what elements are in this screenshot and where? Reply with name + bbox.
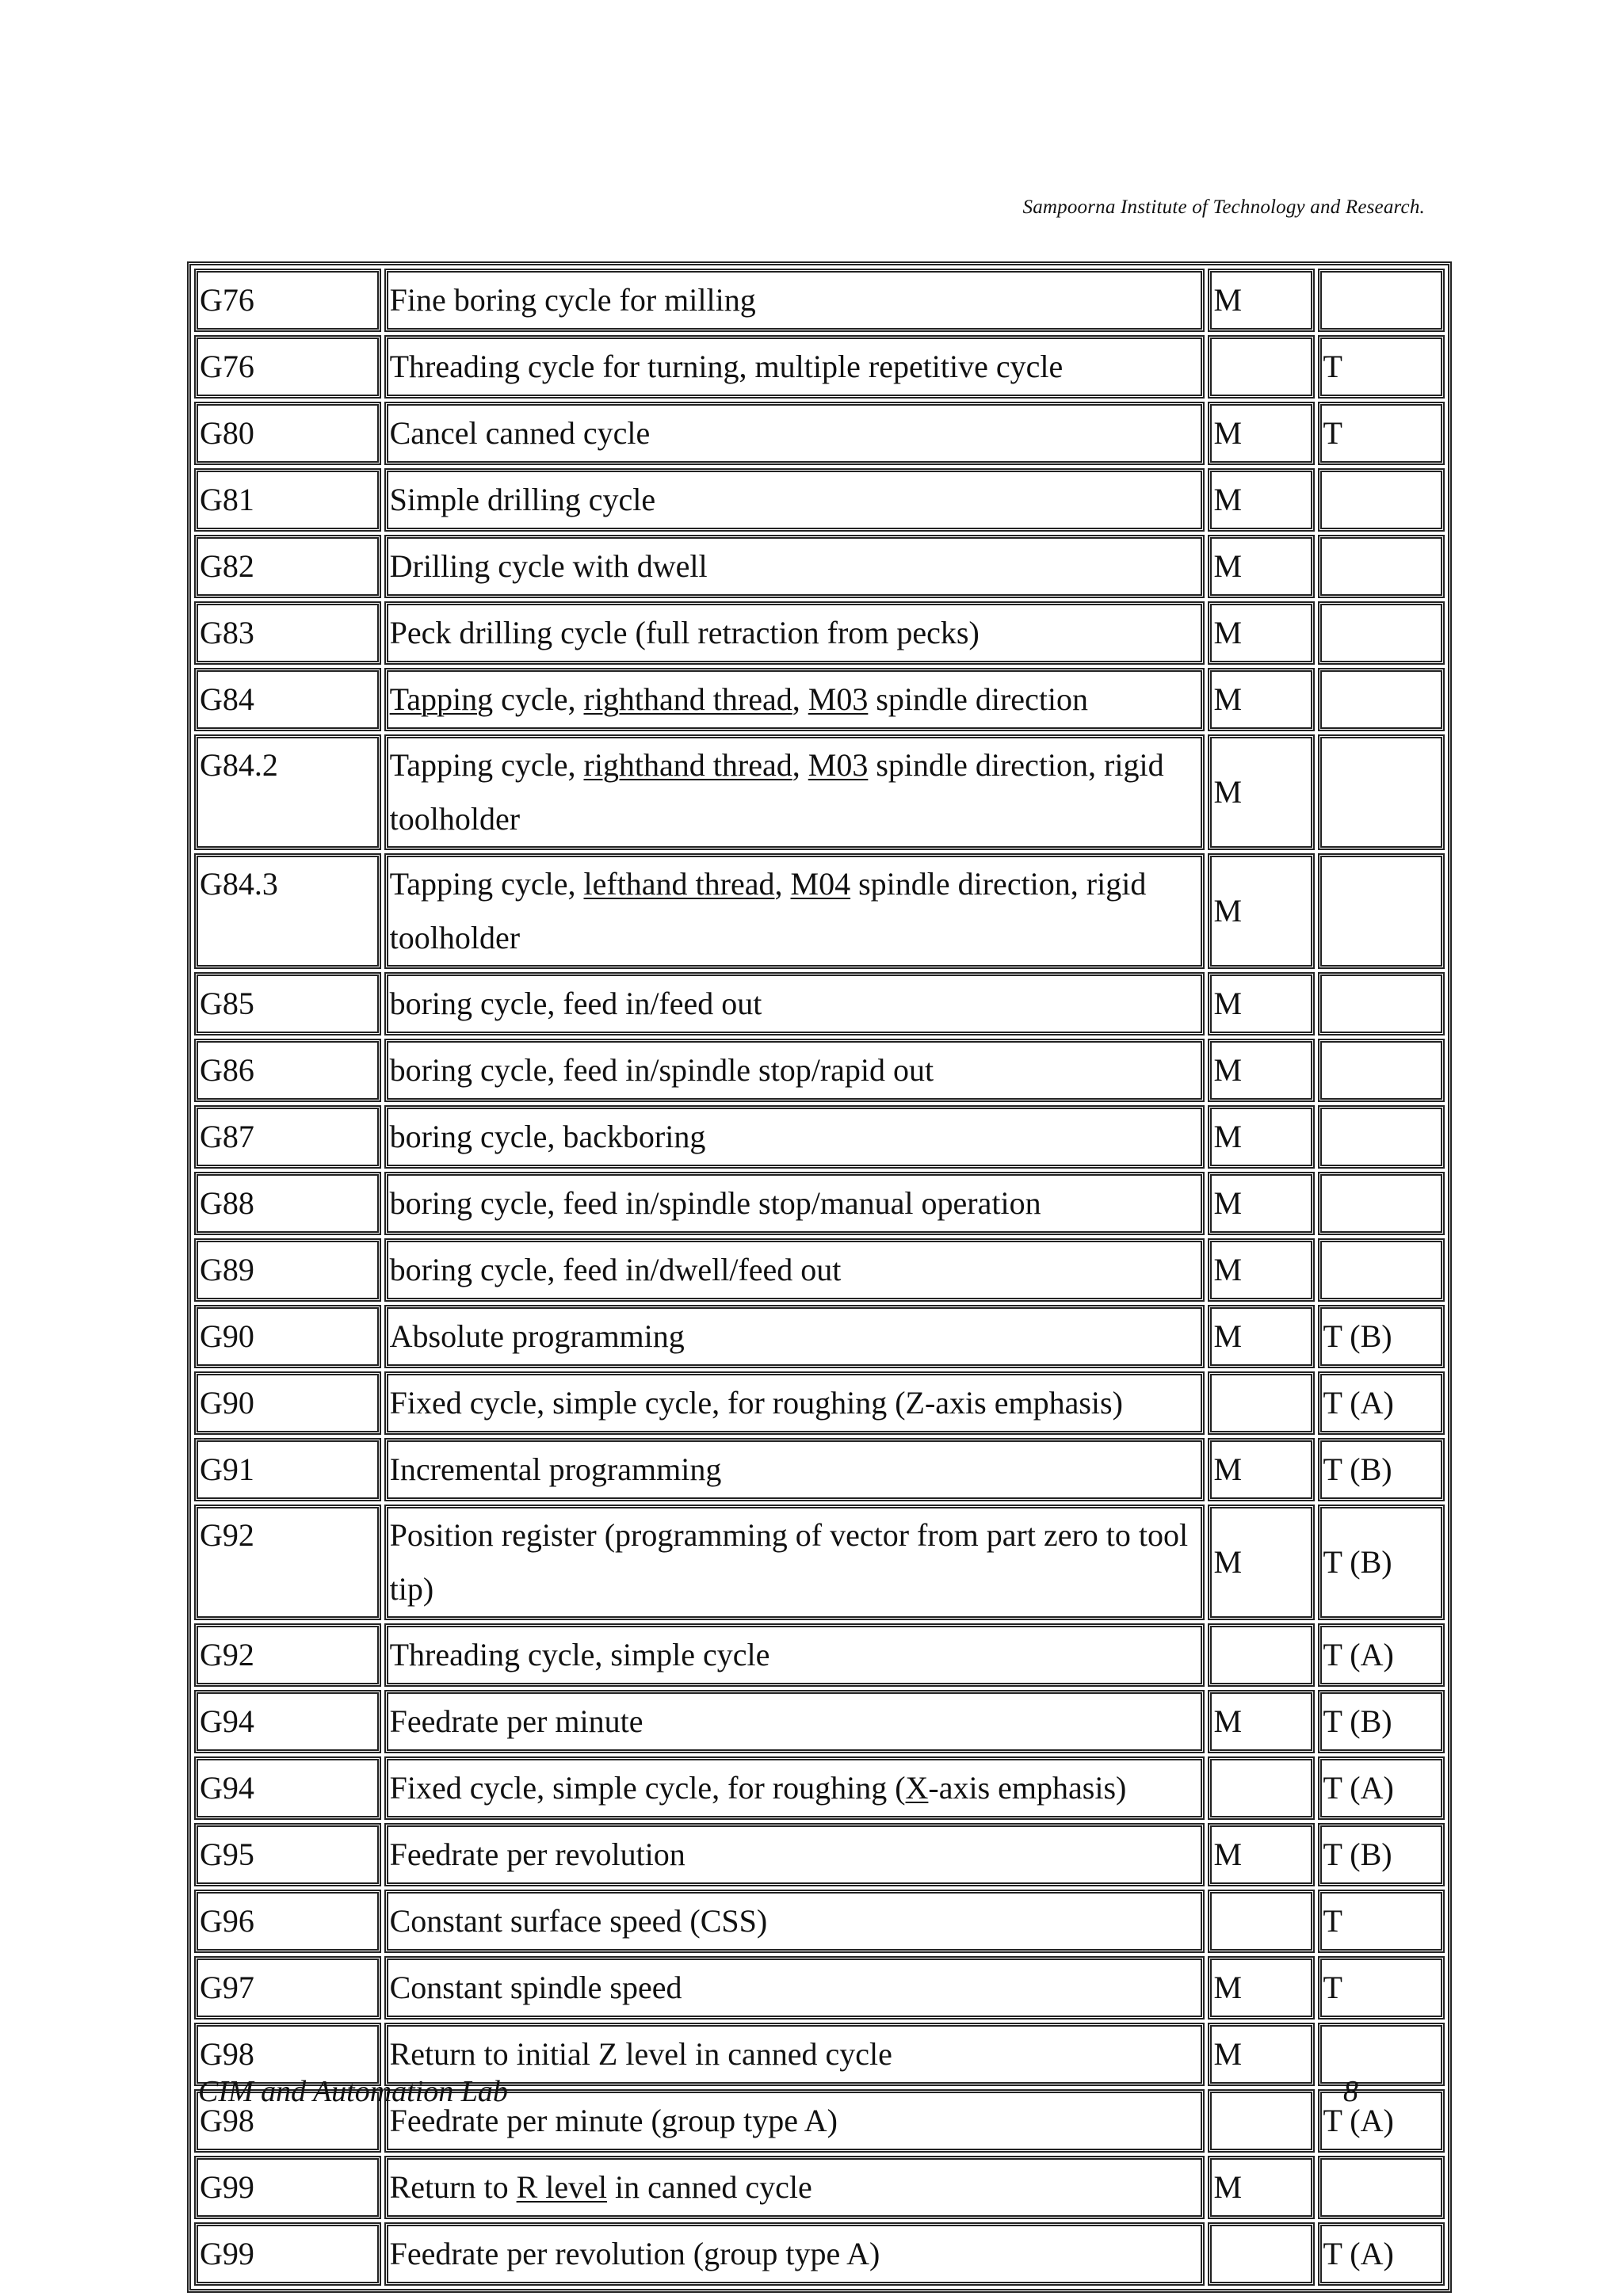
description-link[interactable]: righthand thread bbox=[583, 747, 792, 783]
description-text: Fixed cycle, simple cycle, for roughing (Z-axis emphasis) bbox=[389, 1385, 1123, 1421]
description-text: Tapping cycle, bbox=[389, 866, 584, 902]
gcode-cell: G81 bbox=[194, 468, 381, 532]
milling-cell bbox=[1208, 1371, 1314, 1435]
turning-cell: T bbox=[1318, 1956, 1445, 2019]
turning-cell: T (A) bbox=[1318, 1371, 1445, 1435]
description-cell bbox=[384, 1623, 1205, 1687]
gcode-cell: G86 bbox=[194, 1039, 381, 1102]
gcode-cell: G83 bbox=[194, 601, 381, 665]
milling-cell: M bbox=[1208, 601, 1314, 665]
description-cell bbox=[384, 1890, 1205, 1953]
description-link[interactable]: R level bbox=[516, 2169, 608, 2205]
description-cell bbox=[384, 1238, 1205, 1302]
turning-cell bbox=[1318, 1172, 1445, 1235]
gcode-cell: G94 bbox=[194, 1690, 381, 1753]
description-cell bbox=[384, 1172, 1205, 1235]
table-row bbox=[194, 734, 1445, 850]
description-cell bbox=[384, 668, 1205, 731]
description-cell bbox=[384, 1823, 1205, 1886]
gcode-cell: G80 bbox=[194, 402, 381, 465]
description-text: spindle direction, rigid toolholder bbox=[389, 866, 1147, 955]
description-text: cycle, bbox=[493, 681, 584, 717]
turning-cell bbox=[1318, 1039, 1445, 1102]
milling-cell bbox=[1208, 1623, 1314, 1687]
description-text: Feedrate per revolution bbox=[389, 1836, 685, 1872]
description-text: Peck drilling cycle (full retraction from pecks) bbox=[389, 615, 980, 650]
gcode-cell: G82 bbox=[194, 535, 381, 598]
table-row bbox=[194, 2156, 1445, 2219]
gcode-cell: G91 bbox=[194, 1438, 381, 1501]
gcode-cell: G92 bbox=[194, 1505, 381, 1620]
turning-cell: T (B) bbox=[1318, 1690, 1445, 1753]
milling-cell bbox=[1208, 2222, 1314, 2286]
description-text: boring cycle, feed in/feed out bbox=[389, 986, 762, 1021]
gcode-cell: G98 bbox=[194, 2089, 381, 2153]
description-text: Simple drilling cycle bbox=[389, 482, 656, 517]
gcode-cell: G76 bbox=[194, 269, 381, 332]
table-row bbox=[194, 1172, 1445, 1235]
description-cell bbox=[384, 1039, 1205, 1102]
turning-cell: T (B) bbox=[1318, 1305, 1445, 1368]
milling-cell: M bbox=[1208, 668, 1314, 731]
table-row bbox=[194, 853, 1445, 969]
description-cell bbox=[384, 1305, 1205, 1368]
description-link[interactable]: lefthand thread bbox=[583, 866, 775, 902]
description-text: in canned cycle bbox=[607, 2169, 812, 2205]
table-row bbox=[194, 1956, 1445, 2019]
turning-cell: T (B) bbox=[1318, 1438, 1445, 1501]
footer-lab-name: CIM and Automation Lab bbox=[198, 2075, 508, 2108]
turning-cell: T (A) bbox=[1318, 2089, 1445, 2153]
table-row bbox=[194, 402, 1445, 465]
table-row bbox=[194, 1305, 1445, 1368]
description-text: -axis emphasis) bbox=[928, 1770, 1127, 1806]
milling-cell: M bbox=[1208, 1238, 1314, 1302]
turning-cell bbox=[1318, 668, 1445, 731]
description-cell bbox=[384, 269, 1205, 332]
description-link[interactable]: M03 bbox=[808, 681, 869, 717]
description-text: Threading cycle, simple cycle bbox=[389, 1637, 770, 1672]
description-text: boring cycle, feed in/spindle stop/rapid out bbox=[389, 1052, 934, 1088]
table-row bbox=[194, 468, 1445, 532]
table-row bbox=[194, 335, 1445, 399]
table-row bbox=[194, 1823, 1445, 1886]
turning-cell bbox=[1318, 2156, 1445, 2219]
description-cell bbox=[384, 972, 1205, 1035]
turning-cell bbox=[1318, 972, 1445, 1035]
milling-cell: M bbox=[1208, 535, 1314, 598]
description-cell bbox=[384, 335, 1205, 399]
gcode-cell: G84.2 bbox=[194, 734, 381, 850]
gcode-cell: G99 bbox=[194, 2222, 381, 2286]
table-row bbox=[194, 972, 1445, 1035]
description-cell bbox=[384, 2156, 1205, 2219]
turning-cell bbox=[1318, 269, 1445, 332]
turning-cell: T (B) bbox=[1318, 1505, 1445, 1620]
description-text: Constant surface speed (CSS) bbox=[389, 1903, 768, 1939]
gcode-cell: G89 bbox=[194, 1238, 381, 1302]
turning-cell: T bbox=[1318, 402, 1445, 465]
description-text: Feedrate per minute bbox=[389, 1703, 643, 1739]
description-cell bbox=[384, 734, 1205, 850]
description-text: Absolute programming bbox=[389, 1318, 685, 1354]
description-cell bbox=[384, 1438, 1205, 1501]
description-text: boring cycle, feed in/spindle stop/manual operation bbox=[389, 1185, 1041, 1221]
table-row bbox=[194, 535, 1445, 598]
gcode-cell: G90 bbox=[194, 1305, 381, 1368]
gcode-cell: G85 bbox=[194, 972, 381, 1035]
description-text: Fixed cycle, simple cycle, for roughing ( bbox=[389, 1770, 906, 1806]
description-text: , bbox=[774, 866, 791, 902]
table-row bbox=[194, 601, 1445, 665]
description-text: Return to bbox=[389, 2169, 517, 2205]
milling-cell: M bbox=[1208, 2023, 1314, 2086]
description-text: , bbox=[792, 681, 808, 717]
milling-cell bbox=[1208, 2089, 1314, 2153]
description-cell bbox=[384, 853, 1205, 969]
table-row bbox=[194, 1039, 1445, 1102]
gcode-cell: G94 bbox=[194, 1756, 381, 1820]
description-text: Tapping cycle, bbox=[389, 747, 584, 783]
description-text: Constant spindle speed bbox=[389, 1970, 682, 2005]
milling-cell: M bbox=[1208, 1956, 1314, 2019]
page-header: Sampoorna Institute of Technology and Research. bbox=[1022, 196, 1425, 218]
turning-cell: T (A) bbox=[1318, 1756, 1445, 1820]
milling-cell: M bbox=[1208, 269, 1314, 332]
turning-cell bbox=[1318, 535, 1445, 598]
milling-cell bbox=[1208, 335, 1314, 399]
gcode-cell: G87 bbox=[194, 1105, 381, 1169]
turning-cell bbox=[1318, 2023, 1445, 2086]
description-text: Return to initial Z level in canned cycle bbox=[389, 2036, 892, 2072]
turning-cell: T (A) bbox=[1318, 2222, 1445, 2286]
table-row bbox=[194, 269, 1445, 332]
table-row bbox=[194, 1505, 1445, 1620]
gcode-table bbox=[187, 261, 1452, 2293]
description-text: Threading cycle for turning, multiple repetitive cycle bbox=[389, 349, 1064, 384]
milling-cell: M bbox=[1208, 1105, 1314, 1169]
table-row bbox=[194, 1690, 1445, 1753]
milling-cell: M bbox=[1208, 853, 1314, 969]
description-cell bbox=[384, 468, 1205, 532]
milling-cell: M bbox=[1208, 1039, 1314, 1102]
description-cell bbox=[384, 535, 1205, 598]
description-text: , bbox=[792, 747, 808, 783]
description-cell bbox=[384, 1371, 1205, 1435]
page-number: 8 bbox=[1343, 2075, 1358, 2108]
turning-cell bbox=[1318, 853, 1445, 969]
milling-cell bbox=[1208, 1890, 1314, 1953]
turning-cell bbox=[1318, 1238, 1445, 1302]
gcode-cell: G84.3 bbox=[194, 853, 381, 969]
gcode-cell: G76 bbox=[194, 335, 381, 399]
description-text: Fine boring cycle for milling bbox=[389, 282, 756, 318]
table-row bbox=[194, 1371, 1445, 1435]
description-text: spindle direction bbox=[868, 681, 1089, 717]
milling-cell bbox=[1208, 1756, 1314, 1820]
turning-cell: T (A) bbox=[1318, 1623, 1445, 1687]
description-link[interactable]: M04 bbox=[790, 866, 851, 902]
gcode-cell: G84 bbox=[194, 668, 381, 731]
turning-cell bbox=[1318, 734, 1445, 850]
turning-cell bbox=[1318, 1105, 1445, 1169]
description-text: Cancel canned cycle bbox=[389, 415, 651, 451]
table-row bbox=[194, 1238, 1445, 1302]
description-cell bbox=[384, 1105, 1205, 1169]
table-row bbox=[194, 2222, 1445, 2286]
milling-cell: M bbox=[1208, 734, 1314, 850]
description-link[interactable]: righthand thread bbox=[583, 681, 792, 717]
description-cell bbox=[384, 1756, 1205, 1820]
milling-cell: M bbox=[1208, 468, 1314, 532]
description-text: Feedrate per minute (group type A) bbox=[389, 2103, 838, 2138]
description-text: spindle direction, rigid toolholder bbox=[389, 747, 1164, 837]
table-row bbox=[194, 1756, 1445, 1820]
gcode-cell: G88 bbox=[194, 1172, 381, 1235]
table-row bbox=[194, 1438, 1445, 1501]
description-text: boring cycle, feed in/dwell/feed out bbox=[389, 1252, 842, 1287]
milling-cell: M bbox=[1208, 2156, 1314, 2219]
gcode-cell: G96 bbox=[194, 1890, 381, 1953]
gcode-cell: G98 bbox=[194, 2023, 381, 2086]
gcode-cell: G92 bbox=[194, 1623, 381, 1687]
milling-cell: M bbox=[1208, 972, 1314, 1035]
description-cell bbox=[384, 1690, 1205, 1753]
description-cell bbox=[384, 1505, 1205, 1620]
description-cell bbox=[384, 601, 1205, 665]
description-text: Feedrate per revolution (group type A) bbox=[389, 2236, 880, 2271]
description-link[interactable]: X bbox=[905, 1770, 929, 1806]
description-text: Position register (programming of vector from part zero to tool tip) bbox=[389, 1517, 1189, 1607]
gcode-cell: G97 bbox=[194, 1956, 381, 2019]
description-text: Drilling cycle with dwell bbox=[389, 548, 708, 584]
description-cell bbox=[384, 1956, 1205, 2019]
table-row bbox=[194, 1623, 1445, 1687]
description-text: boring cycle, backboring bbox=[389, 1119, 706, 1154]
turning-cell: T bbox=[1318, 1890, 1445, 1953]
milling-cell: M bbox=[1208, 1823, 1314, 1886]
description-text: Incremental programming bbox=[389, 1451, 722, 1487]
milling-cell: M bbox=[1208, 1305, 1314, 1368]
description-link[interactable]: Tapping bbox=[389, 681, 494, 717]
milling-cell: M bbox=[1208, 1172, 1314, 1235]
turning-cell: T bbox=[1318, 335, 1445, 399]
gcode-cell: G95 bbox=[194, 1823, 381, 1886]
gcode-table-body bbox=[194, 269, 1445, 2286]
milling-cell: M bbox=[1208, 402, 1314, 465]
description-cell bbox=[384, 2222, 1205, 2286]
turning-cell bbox=[1318, 601, 1445, 665]
gcode-cell: G90 bbox=[194, 1371, 381, 1435]
table-row bbox=[194, 1105, 1445, 1169]
milling-cell: M bbox=[1208, 1505, 1314, 1620]
description-cell bbox=[384, 402, 1205, 465]
turning-cell: T (B) bbox=[1318, 1823, 1445, 1886]
milling-cell: M bbox=[1208, 1438, 1314, 1501]
gcode-cell: G99 bbox=[194, 2156, 381, 2219]
table-row bbox=[194, 1890, 1445, 1953]
turning-cell bbox=[1318, 468, 1445, 532]
table-row bbox=[194, 668, 1445, 731]
milling-cell: M bbox=[1208, 1690, 1314, 1753]
description-link[interactable]: M03 bbox=[808, 747, 869, 783]
